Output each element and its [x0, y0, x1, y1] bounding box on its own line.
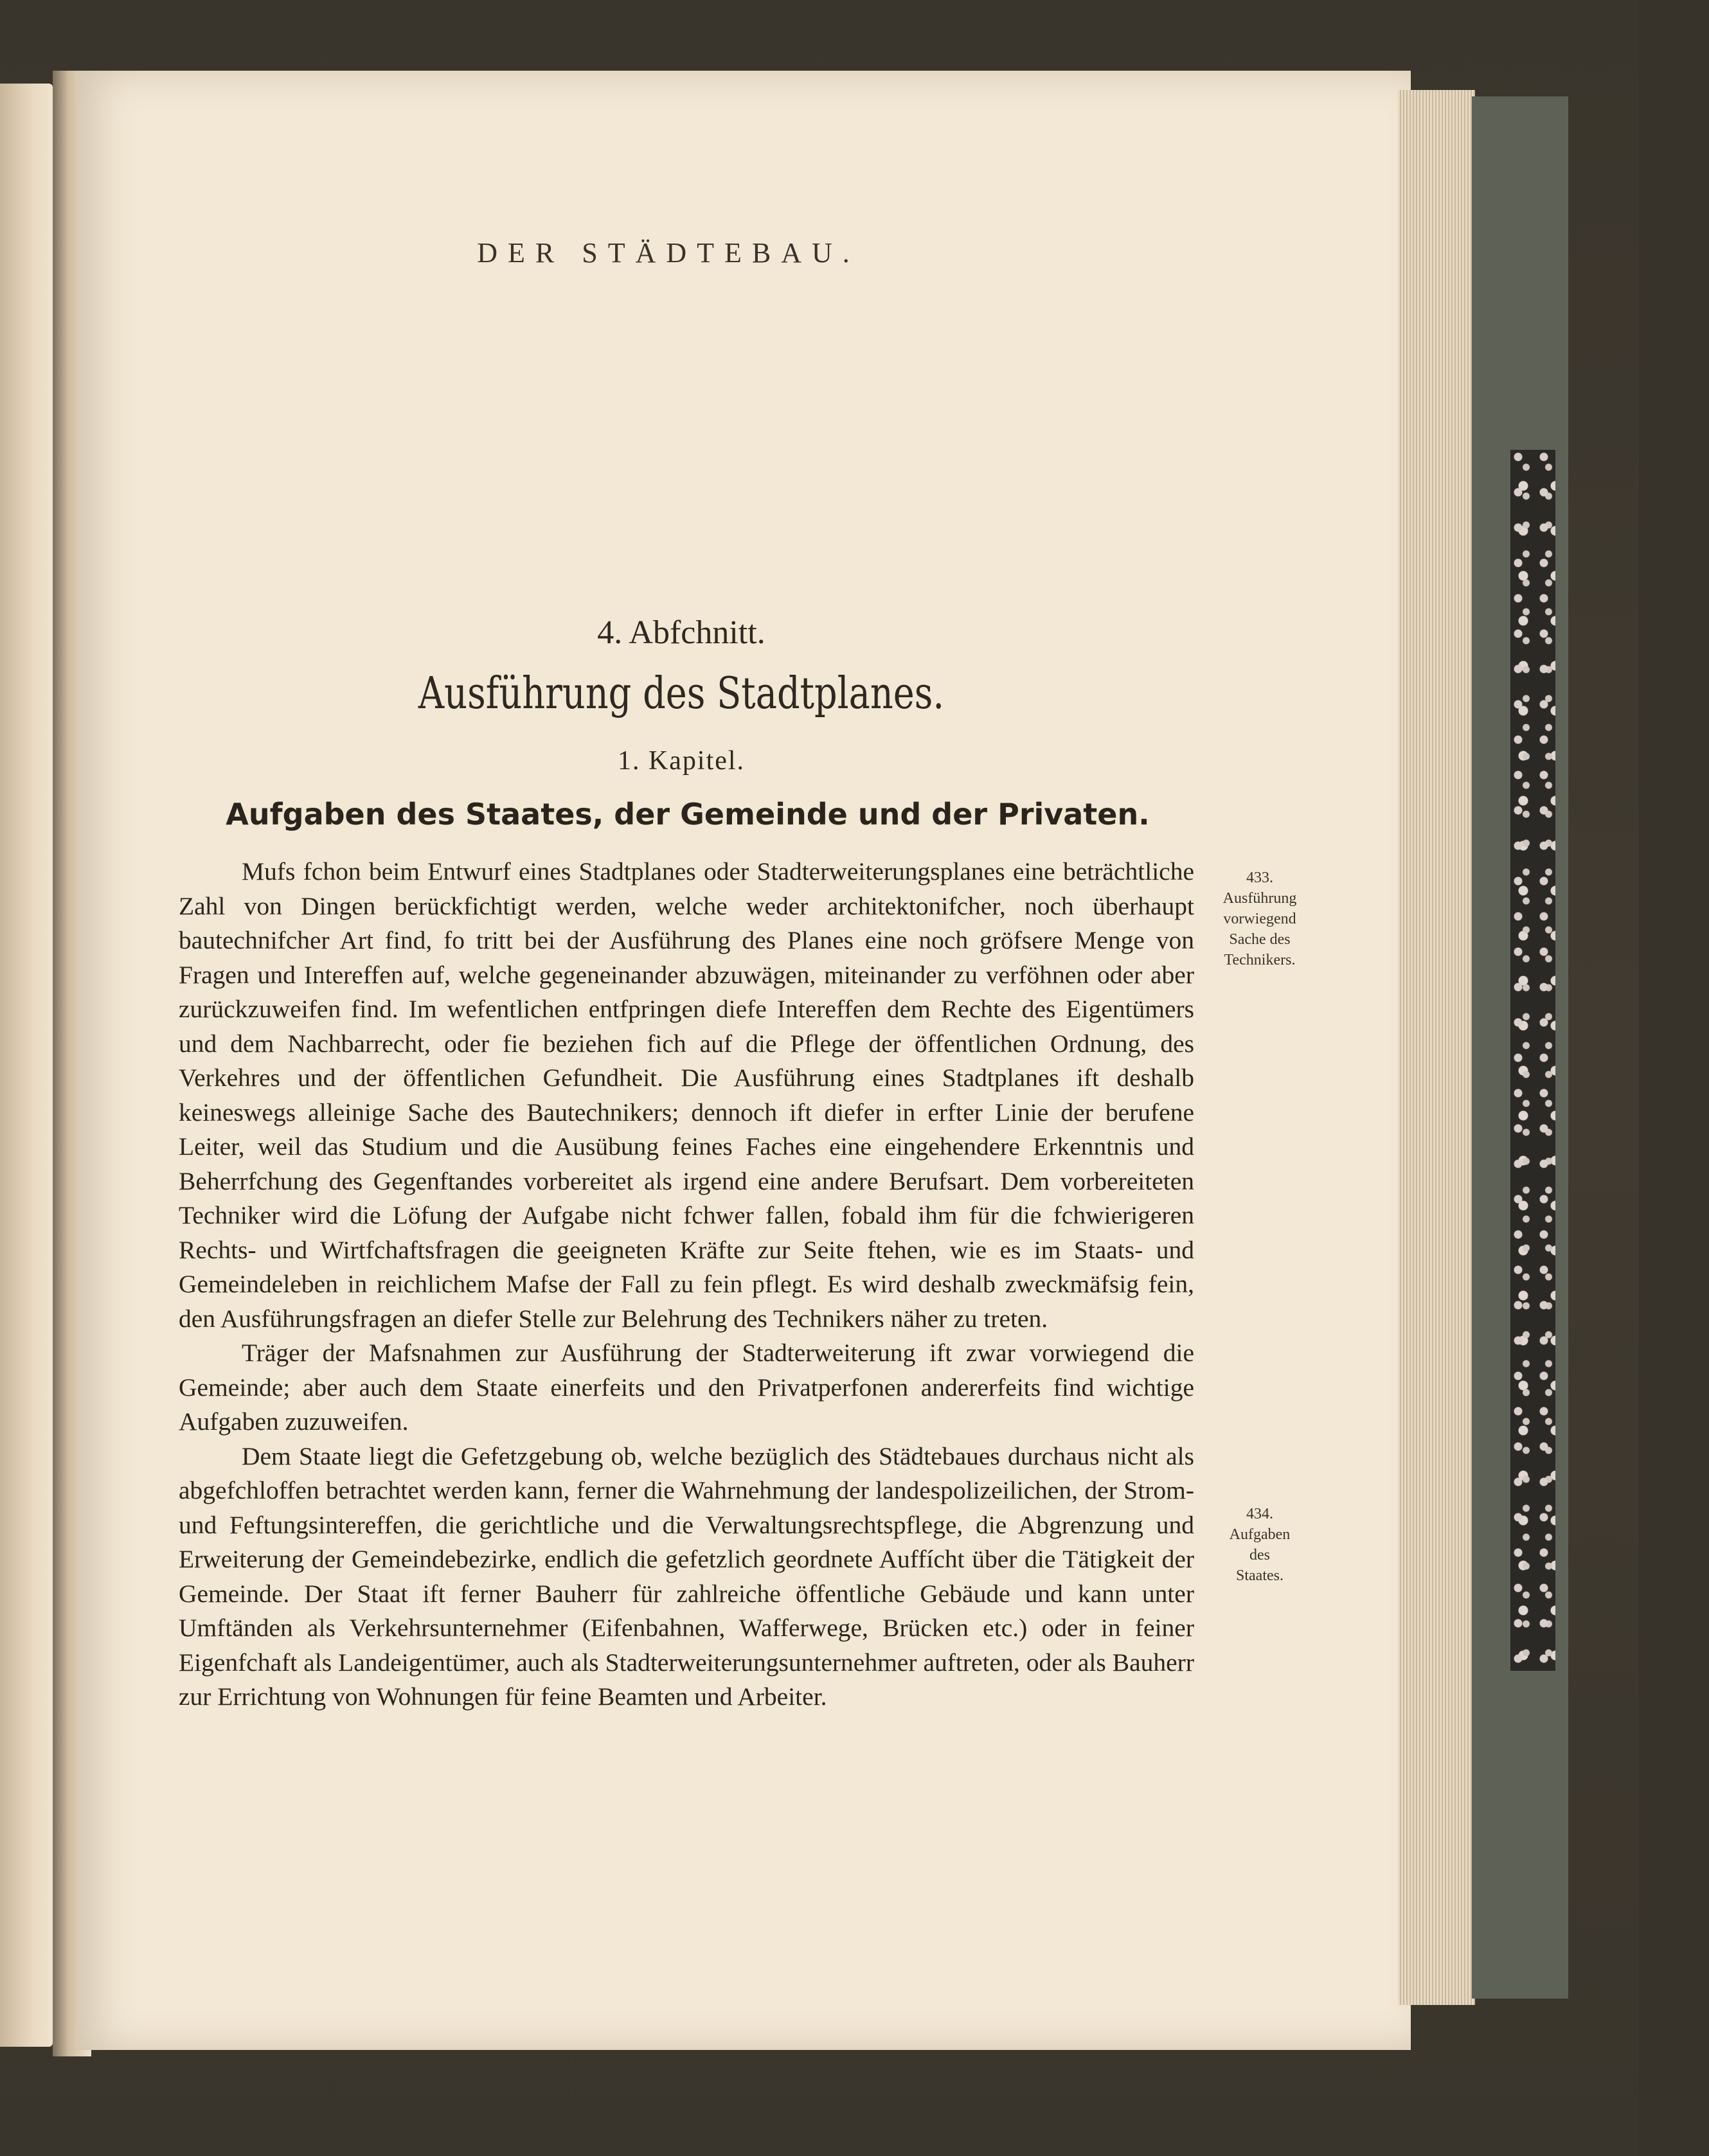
paragraph: Träger der Mafsnahmen zur Ausführung der Stadterweiterung ift zwar vorwiegend die Gemeinde; aber auch dem Staate einerfeits und den Privatperfonen andererfeits find wichtige Aufgaben zuzuweifen. [179, 1339, 1194, 1436]
marginal-note-line: Technikers. [1224, 952, 1296, 968]
chapter-title: Aufgaben des Staates, der Gemeinde und der Privaten. [226, 797, 1150, 832]
marginal-note-line: Sache des [1229, 931, 1291, 948]
marginal-note-line: Ausführung [1222, 890, 1297, 907]
paragraph: Dem Staate liegt die Gefetzgebung ob, welche bezüglich des Städtebaues durchaus nicht als abgefchloffen betrachtet werden kann, ferner die Wahrnehmung der landespolizeilichen, der Strom- und Feftungsintereffen, die gerichtliche und die Verwaltungsrechtspflege, die Abgrenzung und Erweiterung der Gemeindebezirke, endlich die gefetzlich geordnete Auffícht über die Tätigkeit der Gemeinde. Der Staat ift ferner Bauherr für zahlreiche öffentliche Gebäude und kann unter Umftänden als Verkehrsunternehmer (Eifenbahnen, Wafferwege, Brücken etc.) oder in feiner Eigenfchaft als Landeigentümer, auch als Stadterweiterungsunternehmer auftreten, oder als Bauherr zur Errichtung von Wohnungen für feine Beamten und Arbeiter. [179, 1441, 1194, 1711]
marginal-note-line: vorwiegend [1223, 911, 1296, 927]
marginal-note-number: 433. [1246, 869, 1273, 886]
scan-border [1639, 0, 1709, 2156]
marginal-note-line: Staates. [1236, 1567, 1284, 1584]
left-page-edge [0, 84, 53, 2047]
marginal-note-433 [1195, 868, 1324, 970]
section-title: Ausführung des Stadtplanes. [418, 668, 945, 719]
paragraph: Mufs fchon beim Entwurf eines Stadtplanes oder Stadterweiterungsplanes eine beträchtliche Zahl von Dingen berückfichtigt werden, welche weder architektonifcher, noch überhaupt bautechnifcher Art find, fo tritt bei der Ausführung des Planes eine noch gröfsere Menge von Fragen und Intereffen auf, welche gegeneinander abzuwägen, miteinander zu verföhnen oder aber zurückzuweifen find. Im wefentlichen entfpringen diefe Intereffen dem Rechte des Eigentümers und dem Nachbarrecht, oder fie beziehen fich auf die Pflege der öffentlichen Ordnung, des Verkehres und der öffentlichen Gefundheit. Die Ausführung eines Stadtplanes ift deshalb keineswegs alleinige Sache des Bautechnikers; dennoch ift diefer in erfter Linie der berufene Leiter, weil das Studium und die Ausübung feines Faches eine eingehendere Erkenntnis und Beherrfchung des Gegenftandes vorbereitet als irgend eine andere Berufsart. Dem vorbereiteten Techniker wird die Löfung der Aufgabe nicht fchwer fallen, fobald ihm für die fchwierigeren Rechts- und Wirtfchaftsfragen die geeigneten Kräfte zur Seite ftehen, wie es im Staats- und Gemeindeleben in reichlichem Mafse der Fall zu fein pflegt. Es wird deshalb zweckmäfsig fein, den Ausführungsfragen an diefer Stelle zur Belehrung des Technikers näher zu treten. [179, 857, 1194, 1333]
page-stack-edges [1398, 90, 1475, 2005]
marbled-spine [1510, 450, 1555, 1671]
marginal-note-number: 434. [1246, 1506, 1273, 1522]
section-number: 4. Abfchnitt. [597, 614, 765, 651]
marginal-note-line: Aufgaben [1229, 1526, 1291, 1543]
chapter-label: 1. Kapitel. [617, 746, 746, 776]
running-header: DER STÄDTEBAU. [477, 237, 860, 269]
body-text [179, 855, 1194, 1715]
marginal-note-line: des [1249, 1547, 1270, 1564]
marginal-note-434 [1195, 1504, 1324, 1586]
